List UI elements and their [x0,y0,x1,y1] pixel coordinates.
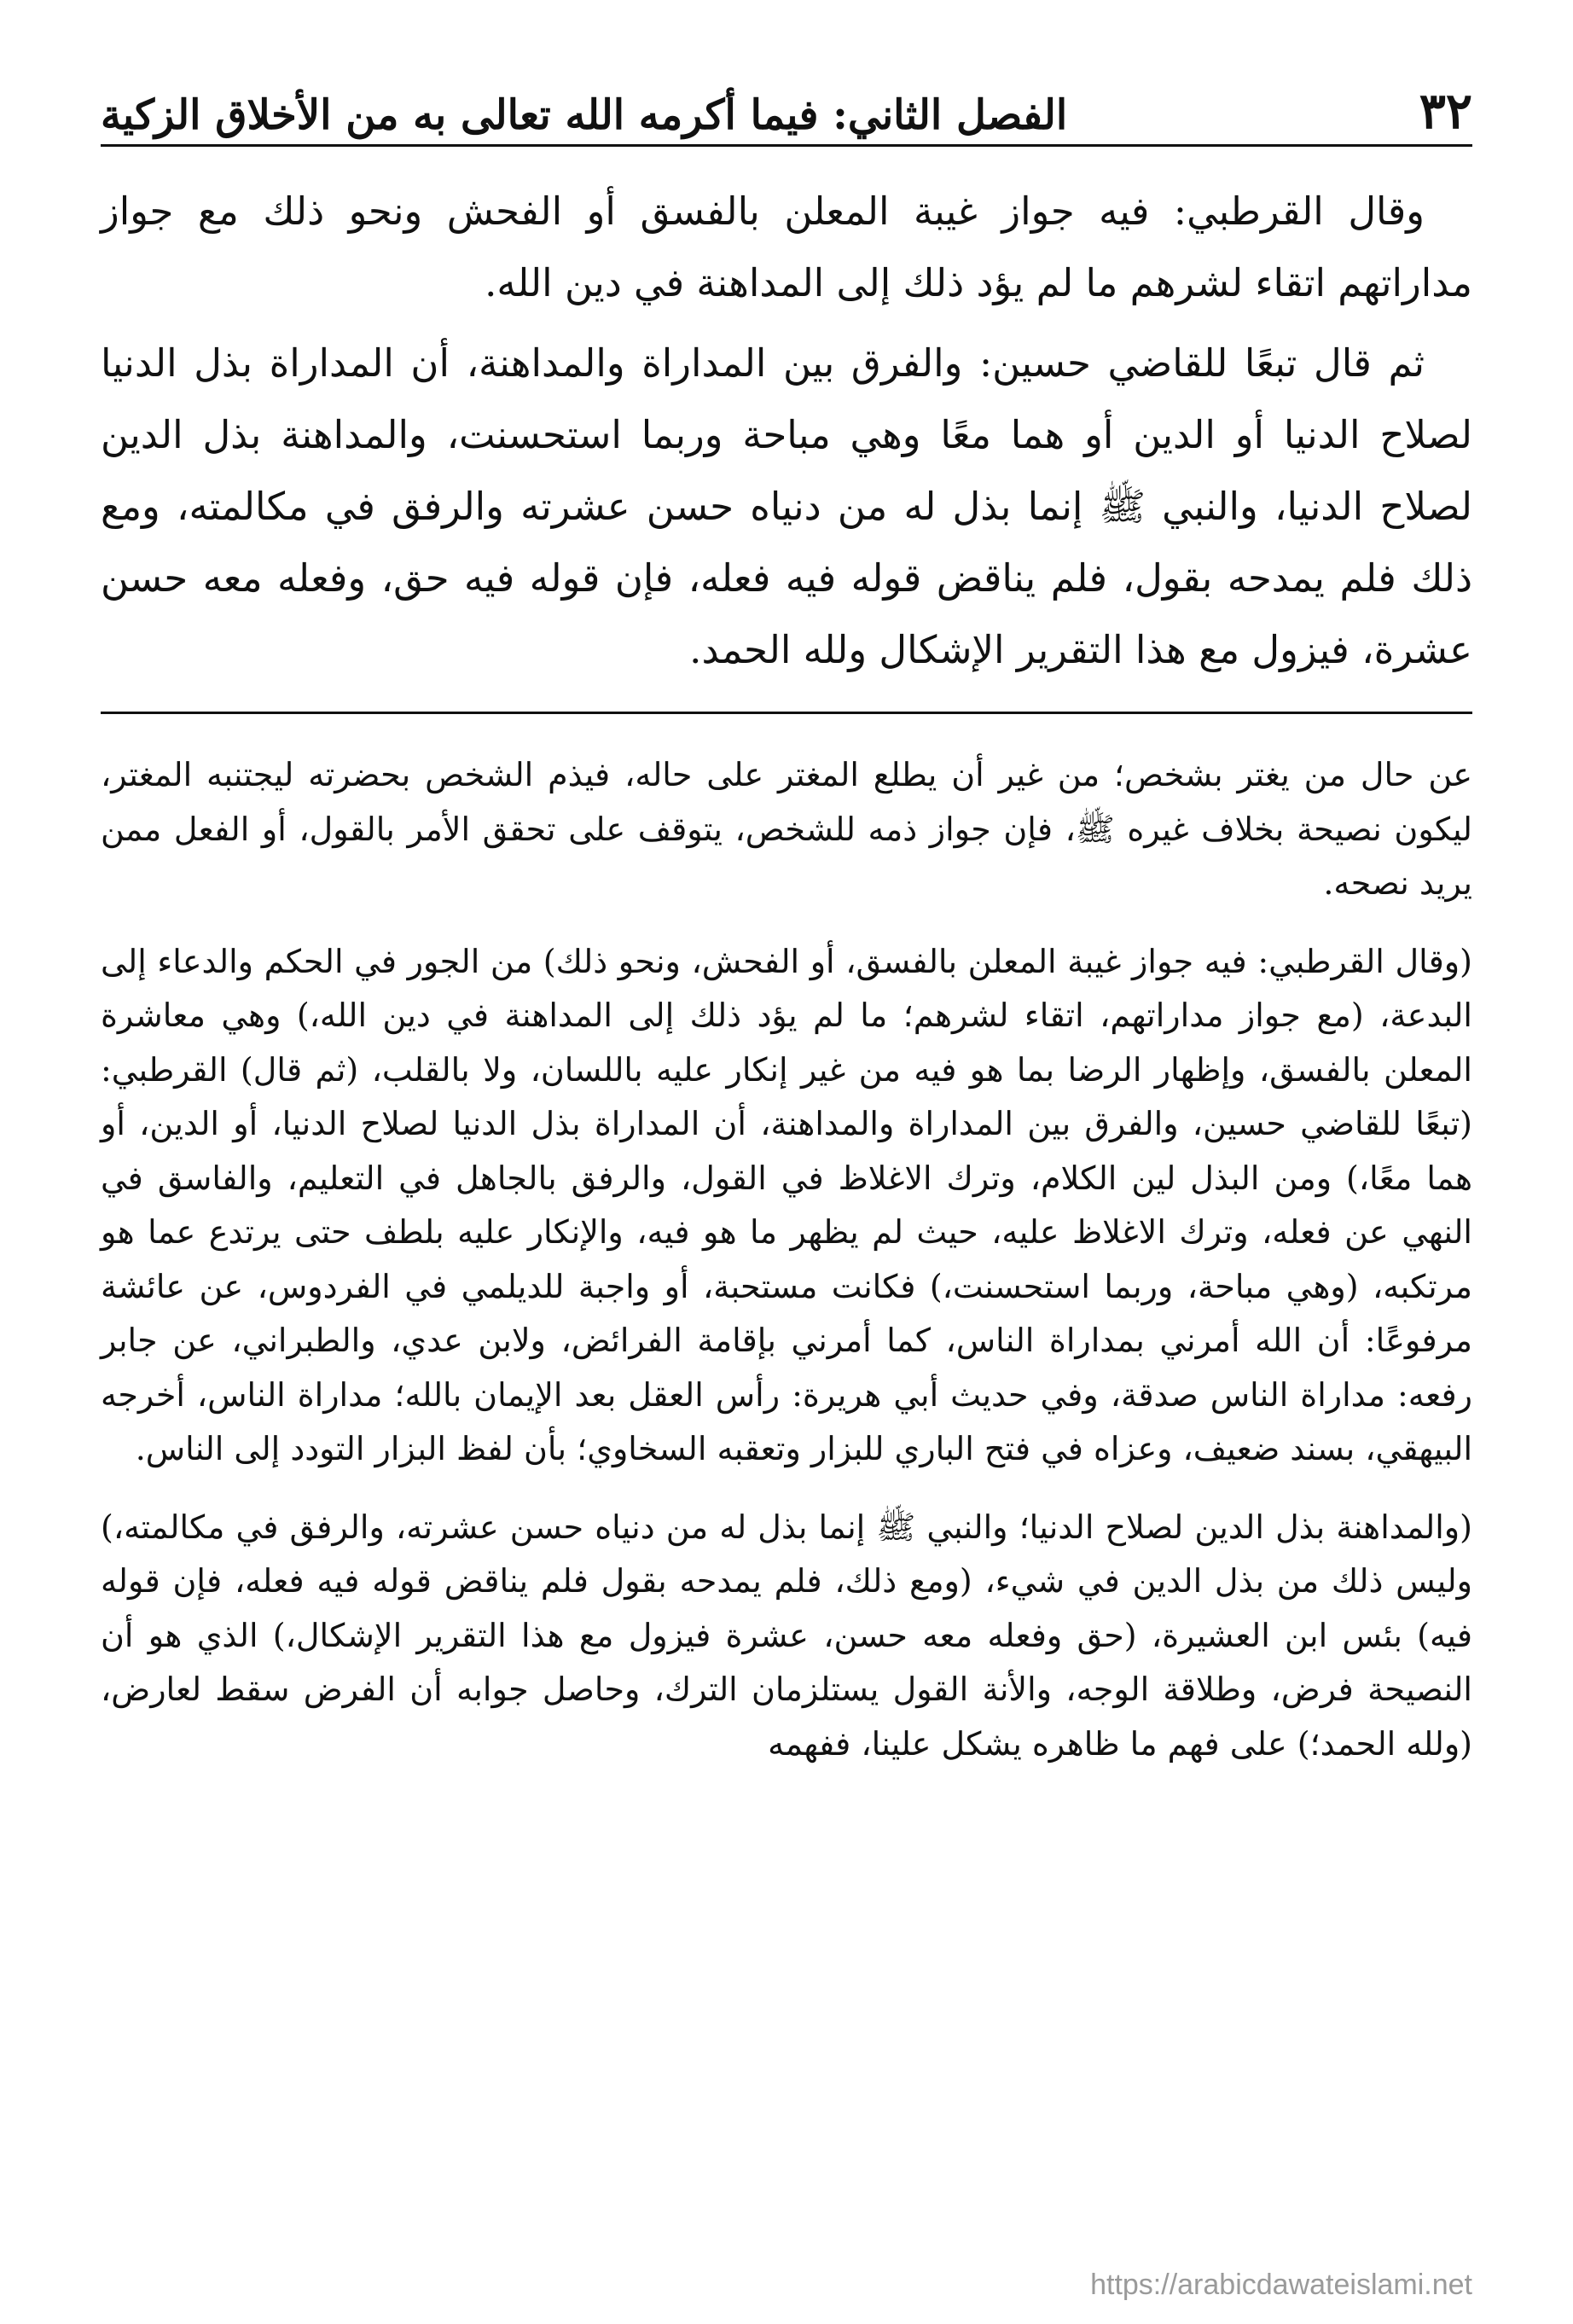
footnote-paragraph: عن حال من يغتر بشخص؛ من غير أن يطلع المغتر على حاله، فيذم الشخص بحضرته ليجتنبه المغتر، ليكون نصيحة بخلاف غيره ﷺ، فإن جواز ذمه للشخص، يتوقف على تحقق الأمر بالقول، أو الفعل ممن يريد نصحه. [101,756,1472,902]
main-paragraph: وقال القرطبي: فيه جواز غيبة المعلن بالفسق أو الفحش ونحو ذلك مع جواز مداراتهم اتقاء لشرهم ما لم يؤد ذلك إلى المداهنة في دين الله. [101,189,1472,305]
footnote-paragraph: (وقال القرطبي: فيه جواز غيبة المعلن بالفسق، أو الفحش، ونحو ذلك) من الجور في الحكم والدعاء إلى البدعة، (مع جواز مداراتهم، اتقاء لشرهم؛ ما لم يؤد ذلك إلى المداهنة في دين الله،) وهي معاشرة المعلن بالفسق، وإظهار الرضا بما هو فيه من غير إنكار عليه باللسان، ولا بالقلب، (ثم قال) القرطبي: (تبعًا للقاضي حسين، والفرق بين المداراة والمداهنة، أن المداراة بذل الدنيا لصلاح الدنيا، أو الدين، أو هما معًا،) ومن البذل لين الكلام، وترك الاغلاظ في القول، والرفق بالجاهل في التعليم، والفاسق في النهي عن فعله، وترك الاغلاظ عليه، حيث لم يظهر ما هو فيه، والإنكار عليه بلطف حتى يرتدع عما هو مرتكبه، (وهي مباحة، وربما استحسنت،) فكانت مستحبة، أو واجبة للديلمي في الفردوس، عن عائشة مرفوعًا: أن الله أمرني بمداراة الناس، كما أمرني بإقامة الفرائض، ولابن عدي، والطبراني، عن جابر رفعه: مداراة الناس صدقة، وفي حديث أبي هريرة: رأس العقل بعد الإيمان بالله؛ مداراة الناس، أخرجه البيهقي، بسند ضعيف، وعزاه في فتح الباري للبزار وتعقبه السخاوي؛ بأن لفظ البزار التودد إلى الناس. [101,942,1472,1467]
main-paragraph: ثم قال تبعًا للقاضي حسين: والفرق بين المداراة والمداهنة، أن المداراة بذل الدنيا لصلاح الدنيا أو الدين أو هما معًا وهي مباحة وربما استحسنت، والمداهنة بذل الدين لصلاح الدنيا، والنبي ﷺ إنما بذل له من دنياه حسن عشرته والرفق في مكالمته، ومع ذلك فلم يمدحه بقول، فلم يناقض قوله فيه فعله، فإن قوله فيه حق، وفعله معه حسن عشرة، فيزول مع هذا التقرير الإشكال ولله الحمد. [101,340,1472,672]
footnote-divider [101,712,1472,714]
running-title: الفصل الثاني: فيما أكرمه الله تعالى به من الأخلاق الزكية [101,91,1068,139]
footnote-paragraph: (والمداهنة بذل الدين لصلاح الدنيا؛ والنبي ﷺ إنما بذل له من دنياه حسن عشرته، والرفق في مكالمته،) وليس ذلك من بذل الدين في شيء، (ومع ذلك، فلم يمدحه بقول فلم يناقض قوله فيه فعله، فإن قوله فيه) بئس ابن العشيرة، (حق وفعله معه حسن، عشرة فيزول مع هذا التقرير الإشكال،) الذي هو أن النصيحة فرض، وطلاقة الوجه، والأنة القول يستلزمان الترك، وحاصل جوابه أن الفرض سقط لعارض، (ولله الحمد؛) على فهم ما ظاهره يشكل علينا، ففهمه [101,1508,1472,1763]
page-number: ٣٢ [1419,82,1472,140]
footnotes [101,748,1472,1771]
page-header [101,68,1472,147]
watermark-url: https://arabicdawateislami.net [1090,2269,1472,2301]
main-text [101,176,1472,686]
